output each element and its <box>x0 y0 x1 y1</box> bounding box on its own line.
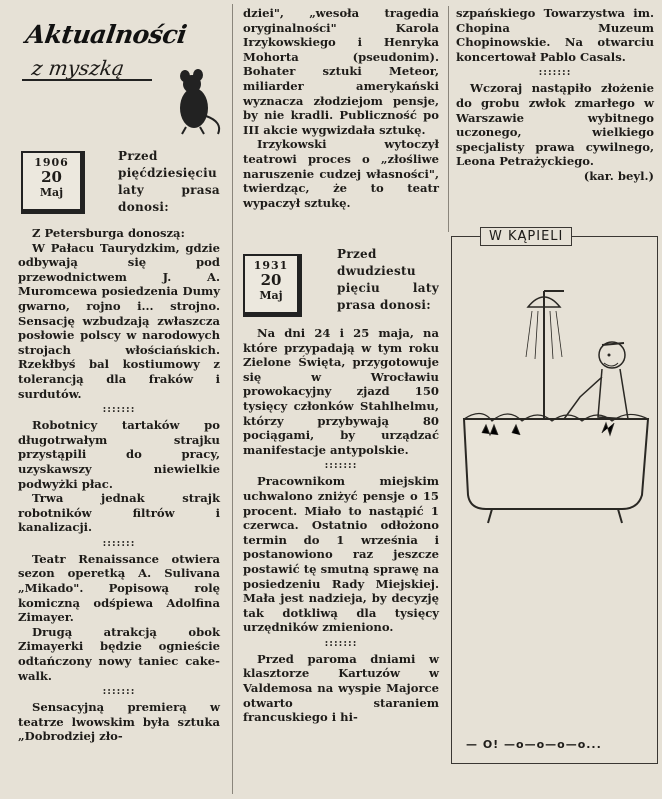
article-paragraph: Irzykowski wytoczył teatrowi proces o „złośliwe naruszenie cudzej własności", twierdząc, że to teatr wypaczył sztukę. <box>243 137 439 210</box>
column-1 <box>18 226 220 744</box>
date-year: 1906 <box>34 156 69 169</box>
article-paragraph: Przed paroma dniami w klasztorze Kartuzów w Valdemosa na wyspie Majorce otwarto staraniem francuskiego i hi- <box>243 651 439 725</box>
article-paragraph: Sensacyjną premierą w teatrze lwowskim była sztuka „Dobrodziej zło- <box>18 700 220 744</box>
article-paragraph: W Pałacu Taurydzkim, gdzie odbywają się pod przewodnictwem J. A. Muromcewa posiedzenia Dumy gwarno, rojno i... strojno. Sensację wzbudzają zwłaszcza posłowie polscy w narodowych strojach włościańskich. Rzekłbyś bal kostiumowy z tolerancją dla fraków i surdutów. <box>18 240 220 401</box>
separator: ::::::: <box>324 460 358 472</box>
date-box-1931 <box>243 254 302 317</box>
section-heading: Przed pięćdziesięciu laty prasa donosi: <box>118 149 220 214</box>
column-rule <box>448 6 449 232</box>
separator: ::::::: <box>538 67 572 79</box>
article-paragraph: Trwa jednak strajk robotników filtrów i kanalizacji. <box>18 491 220 535</box>
cartoon-title: W KĄPIELI <box>480 227 572 246</box>
date-day: 20 <box>260 271 282 289</box>
masthead-underline <box>22 79 152 81</box>
masthead-subtitle: z myszką <box>30 56 126 80</box>
separator: ::::::: <box>102 537 136 549</box>
article-paragraph: Robotnicy tartaków po długotrwałym strajku przystąpili do pracy, uzyskawszy niewielkie podwyżki płac. <box>18 418 220 491</box>
article-paragraph: szpańskiego Towarzystwa im. Chopina Muzeum Chopinowskie. Na otwarciu koncertował Pablo Casals. <box>456 6 654 64</box>
bathtub-drawing <box>452 247 657 717</box>
date-month: Maj <box>39 186 64 199</box>
separator: ::::::: <box>324 637 358 649</box>
date-box-1906 <box>21 151 85 214</box>
separator: ::::::: <box>102 686 136 698</box>
date-year: 1931 <box>253 259 289 272</box>
masthead-title: Aktualności <box>23 20 189 49</box>
column-rule <box>232 4 233 794</box>
separator: ::::::: <box>102 404 136 416</box>
article-paragraph: Teatr Renaissance otwiera sezon operetką A. Sulivana „Mikado". Popisową rolę komiczną odśpiewa Adolfina Zimayer. <box>18 551 220 625</box>
cartoon-panel <box>451 229 658 764</box>
column-2 <box>243 326 439 725</box>
article-paragraph: Z Petersburga donoszą: <box>32 226 185 240</box>
masthead <box>18 6 223 136</box>
date-month: Maj <box>259 289 283 302</box>
mouse-illustration <box>168 56 228 136</box>
article-paragraph: Na dni 24 i 25 maja, na które przypadają w tym roku Zielone Święta, przygotowuje się w Wrocławiu prowokacyjny zjazd 150 tysięcy członków Stahlhelmu, którzy przybywają 80 pociągami, by urządzać manifestacje antypolskie. <box>243 326 439 457</box>
date-day: 20 <box>41 168 62 186</box>
author-signature: (kar. beyl.) <box>583 168 654 183</box>
article-paragraph: Pracownikom miejskim uchwalono zniżyć pensje o 15 procent. Miało to nastąpić 1 czerwca. Ostatnio odłożono termin do 1 września i postanowiono raz jeszcze postawić tę smutną sprawę na posiedzeniu Rady Miejskiej. Mała jest nadzieja, by decyzję tak dotkliwą dla tysięcy urzędników zmieniono. <box>243 474 439 635</box>
column-3 <box>456 6 654 184</box>
article-paragraph: Drugą atrakcją obok Zimayerki będzie ognieście odtańczony nowy taniec cake-walk. <box>18 624 220 683</box>
section-heading: Przed dwudziestu pięciu laty prasa donosi: <box>337 247 439 312</box>
cartoon-caption: — O! —o—o—o—o... <box>466 738 602 751</box>
article-paragraph: dziei", „wesoła tragedia oryginalności" Karola Irzykowskiego i Henryka Mohorta (pseudonim). Bohater sztuki Meteor, miliarder amerykański wyznacza złodziejom pensje, by nie kradli. Publiczność po III akcie wygwizdała sztukę. <box>243 6 439 137</box>
article-paragraph: Wczoraj nastąpiło złożenie do grobu zwłok zmarłego w Warszawie wybitnego uczonego, wielkiego specjalisty prawa cywilnego, Leona Petrażyckiego. <box>456 81 654 169</box>
column-2-top <box>243 6 439 210</box>
